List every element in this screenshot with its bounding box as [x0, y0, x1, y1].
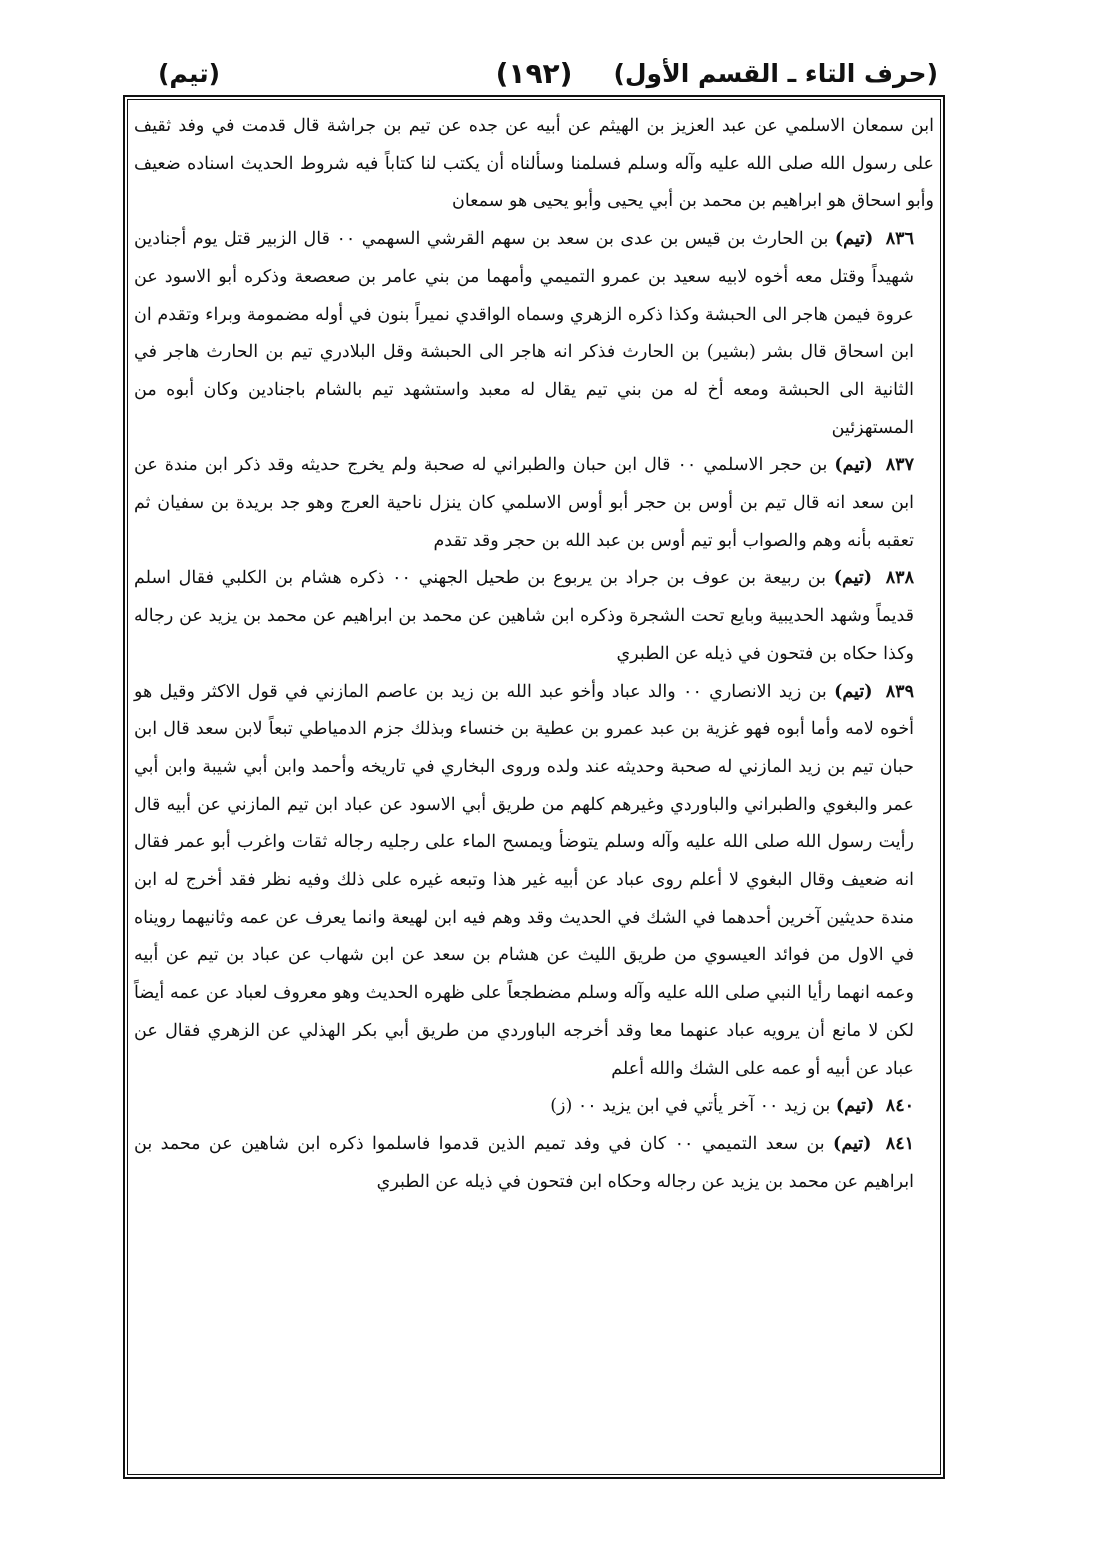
page-body — [130, 108, 938, 1201]
entry-text: بن زيد ٠٠ آخر يأتي في ابن يزيد ٠٠ (ز) — [550, 1096, 831, 1117]
entry-838 — [130, 560, 938, 673]
page-header — [130, 52, 938, 96]
entry-name: (تيم) — [834, 229, 874, 250]
entry-name: (تيم) — [834, 455, 873, 476]
running-entry-name: (تيم) — [158, 59, 221, 88]
entry-number: ٨٣٧ — [885, 455, 914, 476]
entry-number: ٨٣٩ — [885, 681, 914, 702]
intro-text: ابن سمعان الاسلمي عن عبد العزيز بن الهيثم عن أبيه عن جده عن تيم بن جراشة قال قدمت في وفد ثقيف على رسول الله صلى الله عليه وآله وسلم فسلمنا وسألناه أن يكتب لنا كتاباً فيه شروط الحديث اسناده ضعيف وأبو اسحاق هو ابراهيم بن محمد بن أبي يحيى وأبو يحيى هو سمعان — [134, 116, 934, 212]
entry-text: بن سعد التميمي ٠٠ كان في وفد تميم الذين قدموا فاسلموا ذكره ابن شاهين عن محمد بن ابراهيم عن محمد بن يزيد عن رجاله وحكاه ابن فتحون في ذيله عن الطبري — [134, 1133, 914, 1192]
entry-number: ٨٣٨ — [885, 568, 914, 589]
section-title: (حرف التاء ـ القسم الأول) — [613, 59, 938, 88]
entry-836 — [130, 221, 938, 447]
page-number: (١٩٢) — [495, 57, 573, 90]
entry-name: (تيم) — [834, 681, 873, 702]
entry-name: (تيم) — [835, 1096, 875, 1117]
entry-name: (تيم) — [833, 1133, 872, 1154]
entry-841 — [130, 1126, 938, 1201]
entry-text: بن زيد الانصاري ٠٠ والد عباد وأخو عبد الله بن زيد بن عاصم المازني في قول الاكثر وقيل هو أخوه لامه وأما أبوه فهو غزية بن عبد عمرو بن عطية بن خنساء وبذلك جزم الدمياطي تبعاً لابن سعد قال ابن حبان تيم بن زيد المازني له صحبة وحديثه عند ولده وروى البخاري في تاريخه وأحمد وابن أبي شيبة وابن أبي عمر والبغوي والطبراني والباوردي وغيرهم كلهم من طريق أبي الاسود عن عباد ابن تيم المازني عن أبيه قال رأيت رسول الله صلى الله عليه وآله وسلم يتوضأ ويمسح الماء على رجليه رجاله ثقات واغرب أبو عمر فقال انه ضعيف وقال البغوي لا أعلم روى عباد عن أبيه غير هذا وتبعه غيره على ذلك وفيه نظر فقد أخرج له ابن مندة حديثين آخرين أحدهما في الشك في الحديث وقد وهم فيه ابن لهيعة وانما يعرف عن عمه وثانيهما رويناه في الاول من فوائد العيسوي من طريق الليث عن هشام بن سعد عن ابن شهاب عن عباد بن تيم عن أبيه وعمه انهما رأيا النبي صلى الله عليه وآله وسلم مضطجعاً على ظهره الحديث وهو معروف لعباد عن عمه أيضاً لكن لا مانع أن يرويه عباد عنهما معا وقد أخرجه الباوردي من طريق أبي بكر الهذلي عن الزهري فقال عن عباد عن أبيه أو عمه على الشك والله أعلم — [134, 681, 914, 1079]
entry-840 — [130, 1088, 938, 1126]
entry-number: ٨٤١ — [885, 1133, 914, 1154]
entry-text: بن حجر الاسلمي ٠٠ قال ابن حبان والطبراني له صحبة ولم يخرج حديثه وقد ذكر ابن مندة عن ابن سعد انه قال تيم بن أوس بن حجر أبو أوس الاسلمي كان ينزل ناحية العرج وهو جد بريدة بن سفيان ثم تعقبه بأنه وهم والصواب أبو تيم أوس بن عبد الله بن حجر وقد تقدم — [134, 455, 914, 551]
entry-number: ٨٤٠ — [885, 1096, 914, 1117]
entry-text: بن الحارث بن قيس بن عدى بن سعد بن سهم القرشي السهمي ٠٠ قال الزبير قتل يوم أجنادين شهيداً وقتل معه أخوه لابيه سعيد بن عمرو التميمي وأمهما من بني عامر بن صعصعة وذكره أبو الاسود عن عروة فيمن هاجر الى الحبشة وكذا ذكره الزهري وسماه الواقدي نميراً بنون في أوله مضمومة وبراء وتقدم ان ابن اسحاق قال بشر (بشير) بن الحارث فذكر انه هاجر الى الحبشة وقل البلادري تيم بن الحارث هاجر في الثانية الى الحبشة ومعه أخ له من بني تيم يقال له معبد واستشهد تيم بالشام باجنادين وكان أبوه من المستهزئين — [134, 229, 914, 438]
entry-number: ٨٣٦ — [885, 229, 914, 250]
entry-text: بن ربيعة بن عوف بن جراد بن يربوع بن طحيل الجهني ٠٠ ذكره هشام بن الكلبي فقال اسلم قديماً وشهد الحديبية وبايع تحت الشجرة وذكره ابن شاهين عن محمد بن ابراهيم عن محمد بن يزيد عن رجاله وكذا حكاه بن فتحون في ذيله عن الطبري — [134, 568, 914, 664]
intro-paragraph — [130, 108, 938, 221]
entry-837 — [130, 447, 938, 560]
entry-name: (تيم) — [833, 568, 873, 589]
entry-839 — [130, 674, 938, 1089]
